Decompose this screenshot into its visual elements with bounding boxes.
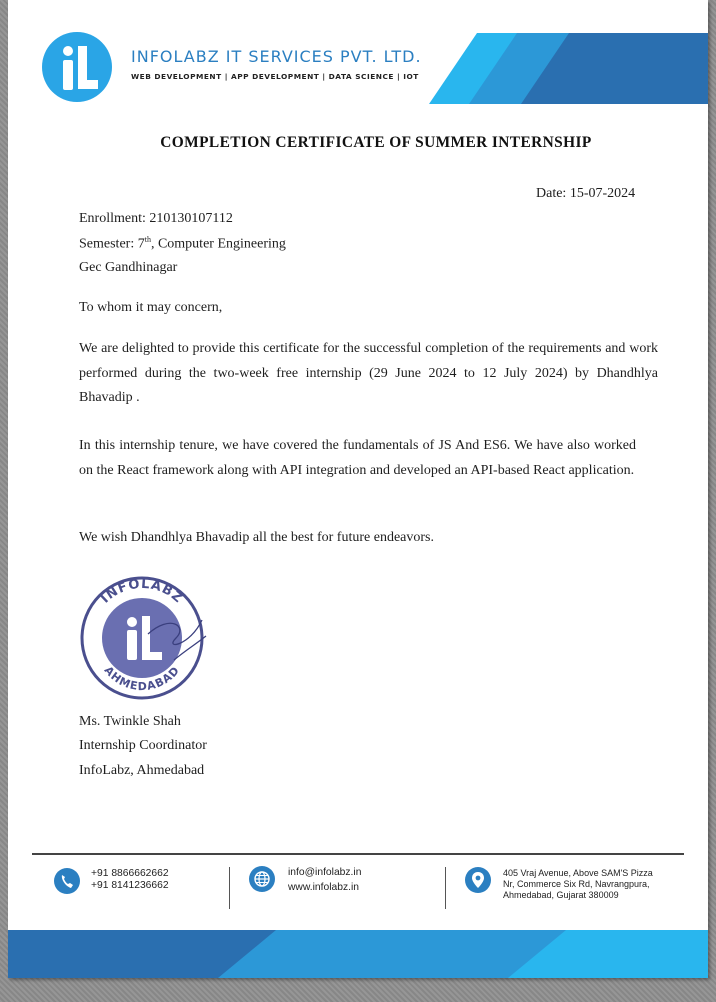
signatory-name: Ms. Twinkle Shah [79,714,181,729]
company-name: INFOLABZ IT SERVICES PVT. LTD. [131,47,422,66]
stamp-bottom-text: AHMEDABAD [101,663,183,694]
footer-separator [229,867,230,909]
footer-separator [445,867,446,909]
address-line-1: 405 Vraj Avenue, Above SAM'S Pizza [503,868,653,878]
paragraph-completion: We are delighted to provide this certificate for the successful completion of the requirements and work performed during the two-week free internship (29 June 2024 to 12 July 2024) by Dhandhlya Bhavadip . [79,341,658,405]
phone-icon [54,868,80,894]
address-line-3: Ahmedabad, Gujarat 380009 [503,890,619,900]
email-link[interactable]: info@infolabz.in [288,867,362,878]
globe-icon [249,866,275,892]
footer-banner [8,930,708,978]
closing-wish: We wish Dhandhlya Bhavadip all the best for future endeavors. [79,530,434,545]
location-pin-icon [465,867,491,893]
enrollment-number: Enrollment: 210130107112 [79,211,233,226]
certificate-title: COMPLETION CERTIFICATE OF SUMMER INTERNSHIP [160,134,592,151]
certificate-date: Date: 15-07-2024 [536,186,636,201]
footer-divider [32,853,684,855]
website-link[interactable]: www.infolabz.in [288,882,359,893]
paragraph-tenure: In this internship tenure, we have covered the fundamentals of JS And ES6. We have also worked on the React framework along with API integration and developed an API-based React application. [79,438,636,478]
certificate-page [8,0,708,978]
stamp-top-text: INFOLABZ [97,576,186,607]
address-line-2: Nr, Commerce Six Rd, Navrangpura, [503,879,650,889]
company-logo [42,32,112,102]
semester: Semester: 7th, Computer Engineering [79,235,286,252]
college-name: Gec Gandhinagar [79,260,178,275]
company-services: WEB DEVELOPMENT | APP DEVELOPMENT | DATA SCIENCE | IOT [131,72,419,81]
phone-number-1: +91 8866662662 [91,868,169,879]
signatory-role: Internship Coordinator [79,738,207,753]
company-stamp [78,574,210,702]
header-banner [429,33,708,104]
signatory-organization: InfoLabz, Ahmedabad [79,763,205,778]
phone-number-2: +91 8141236662 [91,880,169,891]
salutation: To whom it may concern, [79,300,223,315]
